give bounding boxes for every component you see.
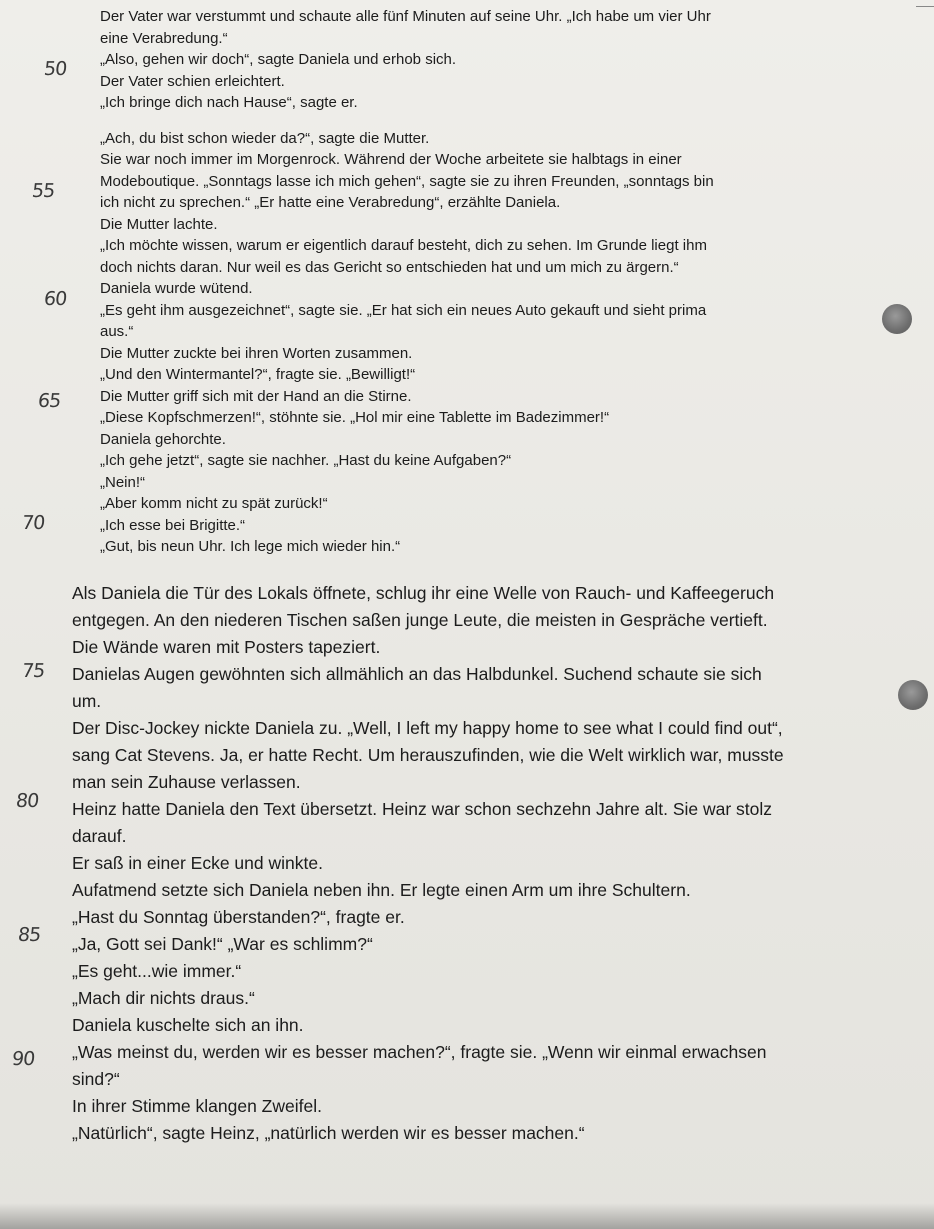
text-line: Der Vater war verstummt und schaute alle fünf Minuten auf seine Uhr. „Ich habe um vier Uhr [100,8,711,25]
text-line: „Ich möchte wissen, warum er eigentlich darauf besteht, dich zu sehen. Im Grunde liegt ihm [100,237,707,254]
text-line: darauf. [72,825,127,846]
text-line: aus.“ [100,323,134,340]
text-line: um. [72,690,102,711]
punch-hole-top [882,304,912,334]
text-line: „Es geht ihm ausgezeichnet“, sagte sie. „Er hat sich ein neues Auto gekauft und sieht prima [100,301,707,319]
text-line: Heinz hatte Daniela den Text übersetzt. Heinz war schon sechzehn Jahre alt. Sie war stolz [72,798,773,819]
text-line: Die Mutter zuckte bei ihren Worten zusammen. [100,344,413,362]
text-line: Daniela kuschelte sich an ihn. [72,1014,304,1035]
text-line: „Aber komm nicht zu spät zurück!“ [100,495,328,512]
text-line: „Gut, bis neun Uhr. Ich lege mich wieder hin.“ [100,538,401,555]
text-line: In ihrer Stimme klangen Zweifel. [72,1095,322,1116]
text-line: Danielas Augen gewöhnten sich allmählich an das Halbdunkel. Suchend schaute sie sich [72,663,762,684]
text-line: „Mach dir nichts draus.“ [72,987,255,1008]
text-line: Sie war noch immer im Morgenrock. Während der Woche arbeitete sie halbtags in einer [100,151,682,168]
text-line: „Ich esse bei Brigitte.“ [100,516,246,534]
text-line: „Hast du Sonntag überstanden?“, fragte er. [72,906,405,927]
text-line: eine Verabredung.“ [100,29,228,47]
text-line: Die Mutter lachte. [100,215,218,233]
section-mother [100,128,860,558]
text-line: man sein Zuhause verlassen. [72,771,301,792]
text-line: Er saß in einer Ecke und winkte. [72,852,323,873]
section-cafe [72,580,860,1147]
page-edge-mark [916,6,934,21]
text-line: „Diese Kopfschmerzen!“, stöhnte sie. „Hol mir eine Tablette im Badezimmer!“ [100,409,610,426]
text-line: „Es geht...wie immer.“ [72,960,242,981]
text-line: Der Disc-Jockey nickte Daniela zu. „Well, I left my happy home to see what I could find out“, [72,717,783,738]
text-line: sind?“ [72,1068,120,1089]
text-line: „Natürlich“, sagte Heinz, „natürlich werden wir es besser machen.“ [72,1122,585,1143]
text-line: „Ach, du bist schon wieder da?“, sagte die Mutter. [100,129,430,147]
text-line: ich nicht zu sprechen.“ „Er hatte eine Verabredung“, erzählte Daniela. [100,194,561,211]
margin-number: 85 [16,924,42,946]
text-line: doch nichts daran. Nur weil es das Gericht so entschieden hat und um mich zu ärgern.“ [100,258,679,276]
margin-number: 55 [30,180,56,202]
margin-number: 70 [20,512,46,534]
text-line: Daniela gehorchte. [100,430,226,448]
text-line: „Nein!“ [100,473,146,491]
text-line: Die Mutter griff sich mit der Hand an die Stirne. [100,387,412,405]
text-line: Modeboutique. „Sonntags lasse ich mich gehen“, sagte sie zu ihren Freunden, „sonntags bin [100,172,714,190]
margin-number: 50 [42,58,68,80]
text-line: Die Wände waren mit Posters tapeziert. [72,636,381,657]
story-text [72,6,860,1147]
margin-number: 65 [36,390,62,412]
text-line: „Was meinst du, werden wir es besser machen?“, fragte sie. „Wenn wir einmal erwachsen [72,1041,767,1062]
text-line: Daniela wurde wütend. [100,280,253,297]
text-line: Der Vater schien erleichtert. [100,72,285,90]
margin-number: 60 [42,288,68,310]
text-line: „Ich gehe jetzt“, sagte sie nachher. „Hast du keine Aufgaben?“ [100,452,512,469]
text-line: „Und den Wintermantel?“, fragte sie. „Bewilligt!“ [100,366,416,383]
text-line: „Also, gehen wir doch“, sagte Daniela und erhob sich. [100,51,457,68]
page-bottom-shadow [0,1203,934,1229]
section-father [100,6,860,114]
text-line: sang Cat Stevens. Ja, er hatte Recht. Um herauszufinden, wie die Welt wirklich war, musste [72,744,784,765]
margin-number: 75 [20,660,46,682]
text-line: „Ja, Gott sei Dank!“ „War es schlimm?“ [72,933,373,954]
punch-hole-bottom [898,680,928,710]
margin-number: 90 [10,1048,36,1070]
text-line: Als Daniela die Tür des Lokals öffnete, schlug ihr eine Welle von Rauch- und Kaffeegeruch [72,582,775,603]
text-line: „Ich bringe dich nach Hause“, sagte er. [100,94,358,111]
text-line: entgegen. An den niederen Tischen saßen junge Leute, die meisten in Gespräche vertieft. [72,609,768,630]
margin-number: 80 [14,790,40,812]
text-line: Aufatmend setzte sich Daniela neben ihn. Er legte einen Arm um ihre Schultern. [72,879,691,900]
